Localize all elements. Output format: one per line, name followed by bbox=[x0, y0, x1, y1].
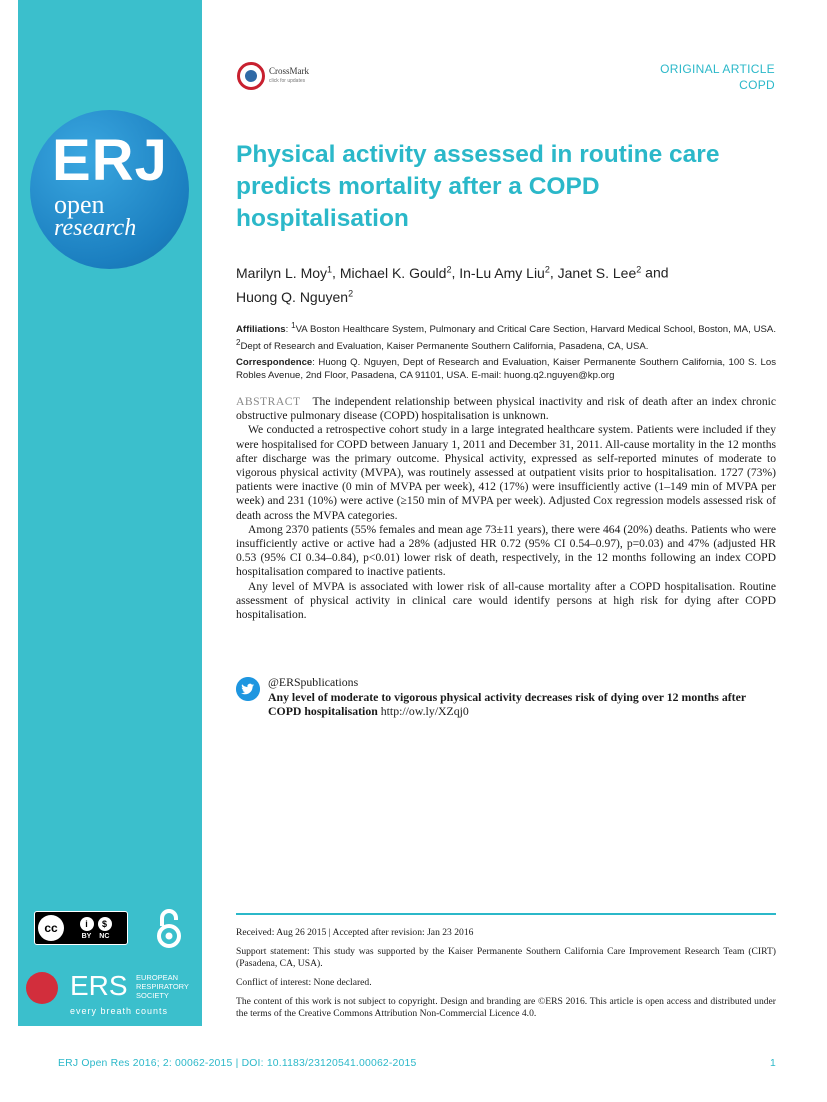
author-list: Marilyn L. Moy$^1$, Michael K. Gould$^2$, In-Lu Amy Liu$^2$, Janet S. Lee$^2$ and Huong Q. Nguyen$^2$ bbox=[236, 264, 669, 306]
ers-name: ERS bbox=[70, 970, 128, 1001]
journal-logo[interactable] bbox=[30, 110, 189, 269]
open-access-icon bbox=[156, 908, 182, 948]
tweet-text: Any level of moderate to vigorous physical activity decreases risk of dying over 12 months after COPD hospitalisation bbox=[268, 689, 746, 718]
page-number: 1 bbox=[770, 1058, 776, 1069]
nc-icon: $ bbox=[98, 917, 112, 931]
by-label: BY bbox=[81, 932, 92, 940]
author[interactable]: Huong Q. Nguyen$^2$ bbox=[236, 288, 354, 306]
abstract-paragraph: Among 2370 patients (55% females and mean age 73±11 years), there were 464 (20%) deaths. Patients who were insufficiently active or active had a 28% (adjusted HR 0.72 (95% CI 0.54–0.97), p=0.03) and 47% (adjusted HR 0.53 (95% CI 0.34–0.84), p<0.01) lower risk of death, respectively, in the 12 months following an index COPD hospitalisation compared to inactive patients. bbox=[236, 522, 776, 579]
support-statement: Support statement: This study was supported by the Kaiser Permanente Southern California Care Improvement Research Team (CIRT) (Pasadena, CA, USA). bbox=[236, 946, 776, 969]
logo-open: open bbox=[54, 190, 105, 219]
logo-erj: ERJ bbox=[52, 128, 168, 193]
abstract-paragraph: Any level of MVPA is associated with lower risk of all-cause mortality after a COPD hospitalisation. Routine assessment of physical activity in clinical care would identify persons at high risk for dying after COPD hospitalisation. bbox=[236, 579, 776, 622]
ers-logo[interactable] bbox=[26, 970, 196, 1020]
article-title: Physical activity assessed in routine care predicts mortality after a COPD hospitalisation bbox=[236, 141, 720, 232]
author[interactable]: Marilyn L. Moy$^1$ bbox=[236, 264, 333, 281]
ers-society: EUROPEAN RESPIRATORY SOCIETY bbox=[136, 973, 189, 1000]
affiliations: Affiliations: $^1$VA Boston Healthcare System, Pulmonary and Critical Care Section, Harvard Medical School, Boston, MA, USA. $^2$Dept of Research and Evaluation, Kaiser Permanente Southern California, Pasadena, CA, USA. bbox=[236, 321, 776, 353]
nc-label: NC bbox=[99, 932, 110, 940]
tweet-box bbox=[268, 675, 776, 719]
cc-icon: cc bbox=[38, 915, 64, 941]
abstract-paragraph: ABSTRACT The independent relationship between physical inactivity and risk of death after an index chronic obstructive pulmonary disease (COPD) hospitalisation is unknown. bbox=[236, 395, 776, 423]
author[interactable]: In-Lu Amy Liu$^2$ bbox=[459, 264, 550, 281]
footnote-divider bbox=[236, 913, 776, 915]
received-dates: Received: Aug 26 2015 | Accepted after revision: Jan 23 2016 bbox=[236, 927, 474, 938]
ers-tagline: every breath counts bbox=[70, 1006, 169, 1016]
article-type bbox=[660, 61, 775, 93]
twitter-icon[interactable] bbox=[236, 677, 260, 701]
article-type-label: ORIGINAL ARTICLE bbox=[660, 62, 775, 76]
crossmark-sub: click for updates bbox=[269, 78, 306, 84]
author[interactable]: Michael K. Gould$^2$ bbox=[339, 264, 452, 281]
logo-research: research bbox=[54, 215, 137, 241]
crossmark-button[interactable] bbox=[237, 62, 309, 90]
article-section: COPD bbox=[739, 78, 775, 92]
abstract bbox=[236, 395, 776, 622]
by-icon: i bbox=[80, 917, 94, 931]
conflict-statement: Conflict of interest: None declared. bbox=[236, 977, 372, 988]
correspondence: Correspondence: Huong Q. Nguyen, Dept of Research and Evaluation, Kaiser Permanente Southern California, 100 S. Los Robles Avenue, 2nd Floor, Pasadena, CA 91101, USA. E-mail: huong.q2.nguyen@kp.org bbox=[236, 357, 776, 381]
tweet-link[interactable]: http://ow.ly/XZqj0 bbox=[380, 704, 469, 718]
abstract-paragraph: We conducted a retrospective cohort study in a large integrated healthcare system. Patients were included if they were hospitalised for COPD between January 1, 2011 and December 31, 2011. All-cause mortality in the 12 months after discharge was the primary outcome. Physical activity, expressed as self-reported minutes of moderate to vigorous physical activity (MVPA), was routinely assessed at outpatient visits prior to hospitalisation. 1727 (73%) patients were inactive (0 min of MVPA per week), 412 (17%) were insufficiently active (1–149 min of MVPA per week) and 231 (10%) were active (≥150 min of MVPA per week). Adjusted Cox regression models assessed risk of death across the MVPA categories. bbox=[236, 423, 776, 522]
crossmark-icon bbox=[237, 62, 265, 90]
crossmark-label: CrossMark bbox=[269, 66, 309, 76]
footnotes bbox=[236, 927, 776, 1027]
abstract-label: ABSTRACT bbox=[236, 395, 301, 408]
citation-footer[interactable]: ERJ Open Res 2016; 2: 00062-2015 | DOI: 10.1183/23120541.00062-2015 bbox=[58, 1058, 417, 1069]
cc-license-badge[interactable] bbox=[34, 911, 128, 945]
twitter-handle[interactable]: @ERSpublications bbox=[268, 675, 359, 689]
author[interactable]: Janet S. Lee$^2$ bbox=[557, 264, 642, 281]
copyright-statement: The content of this work is not subject to copyright. Design and branding are ©ERS 2016. This article is open access and distributed under the terms of the Creative Commons Attribution Non-Commercial Licence 4.0. bbox=[236, 996, 776, 1019]
ers-lung-icon bbox=[26, 972, 58, 1004]
